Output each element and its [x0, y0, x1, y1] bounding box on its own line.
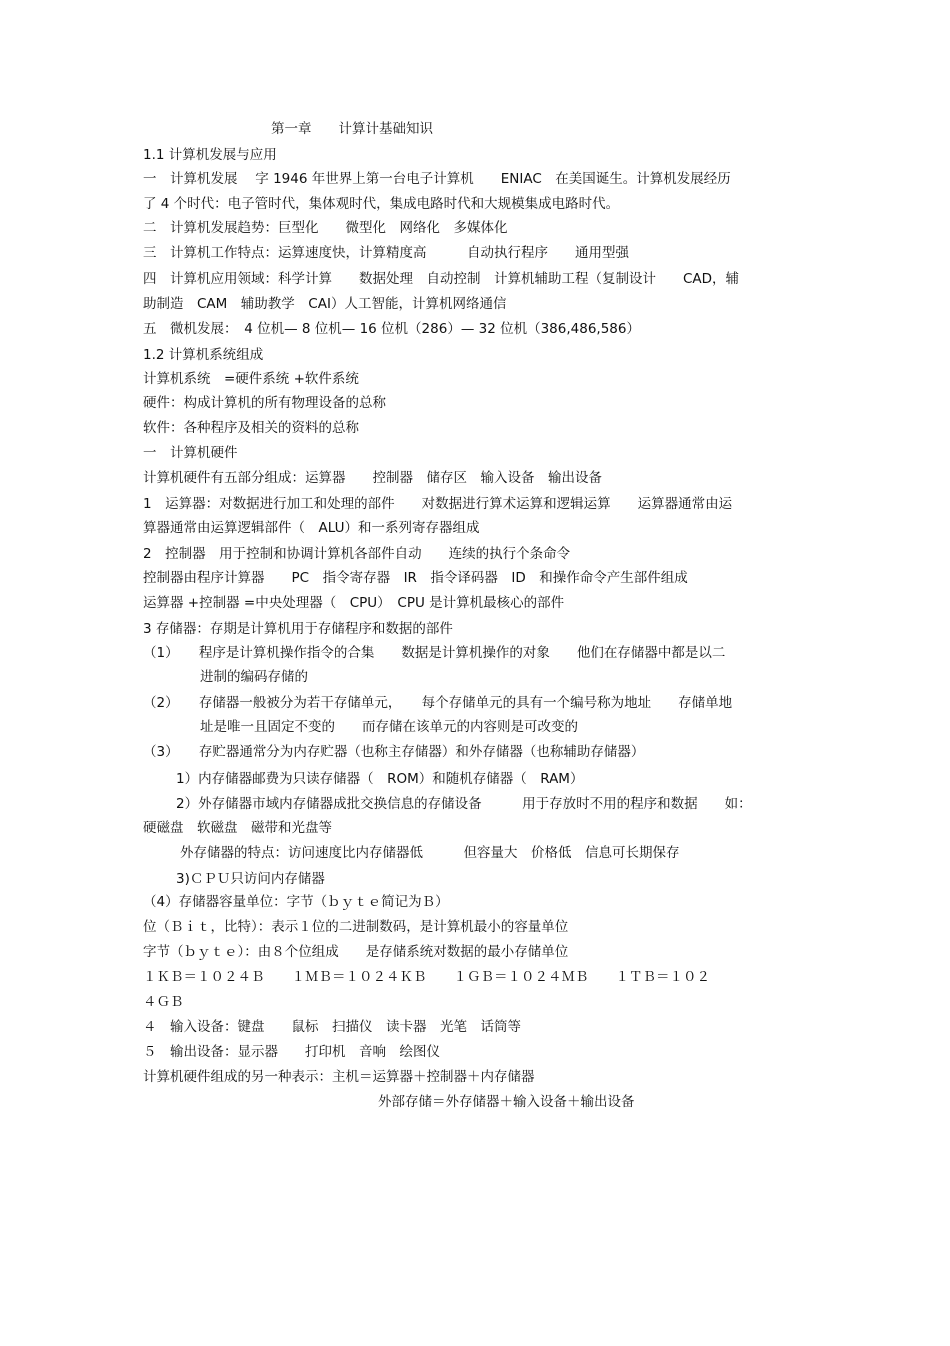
text-line: 1 运算器：对数据进行加工和处理的部件 对数据进行算术运算和逻辑运算 运算器通常由运	[143, 496, 733, 512]
text-line: （4）存储器容量单位：字节（ｂｙｔｅ简记为Ｂ）	[143, 894, 449, 910]
text-line: ４ＧＢ	[143, 994, 184, 1010]
text-line: 四 计算机应用领域：科学计算 数据处理 自动控制 计算机辅助工程（复制设计 CAD，辅	[143, 271, 740, 287]
chapter-title: 第一章 计算计基础知识	[271, 121, 433, 137]
list-item-2: （2） 存储器一般被分为若干存储单元， 每个存储单元的具有一个编号称为地址 存储单地	[143, 695, 733, 711]
text-line: 软件：各种程序及相关的资料的总称	[143, 420, 359, 436]
list-item-1: （1） 程序是计算机操作指令的合集 数据是计算机操作的对象 他们在存储器中都是以二	[143, 645, 726, 661]
text-line: ５ 输出设备：显示器 打印机 音响 绘图仪	[143, 1044, 440, 1060]
list-item-1-cont: 进制的编码存储的	[200, 669, 308, 685]
sub-item-2: 2）外存储器市域内存储器成批交换信息的存储设备 用于存放时不用的程序和数据 如：	[176, 796, 752, 812]
text-line: 控制器由程序计算器 PC 指令寄存器 IR 指令译码器 ID 和操作命令产生部件组成	[143, 570, 688, 586]
list-item-2-cont: 址是唯一且固定不变的 而存储在该单元的内容则是可改变的	[200, 719, 578, 735]
text-line: 硬磁盘 软磁盘 磁带和光盘等	[143, 820, 332, 836]
section-heading-1-2: 1.2 计算机系统组成	[143, 347, 264, 363]
list-item-3: （3） 存贮器通常分为内存贮器（也称主存储器）和外存储器（也称辅助存储器）	[143, 744, 645, 760]
text-line: 运算器 +控制器 =中央处理器（ CPU） CPU 是计算机最核心的部件	[143, 595, 565, 611]
text-line: 三 计算机工作特点：运算速度快，计算精度高 自动执行程序 通用型强	[143, 245, 629, 261]
text-line: 字节（ｂｙｔｅ）：由８个位组成 是存储系统对数据的最小存储单位	[143, 944, 569, 960]
text-line: 计算机硬件组成的另一种表示：主机＝运算器＋控制器＋内存储器	[143, 1069, 535, 1085]
text-line: ４ 输入设备：键盘 鼠标 扫描仪 读卡器 光笔 话筒等	[143, 1019, 521, 1035]
text-line: 2 控制器 用于控制和协调计算机各部件自动 连续的执行个条命令	[143, 546, 571, 562]
subsection-heading: 一 计算机硬件	[143, 445, 238, 461]
sub-item-3: 3)ＣＰＵ只访问内存储器	[176, 871, 325, 887]
text-line: 位（Ｂｉｔ，比特）：表示１位的二进制数码，是计算机最小的容量单位	[143, 919, 569, 935]
text-line: 助制造 CAM 辅助教学 CAI）人工智能，计算机网络通信	[143, 296, 507, 312]
text-line: 计算机系统 =硬件系统 +软件系统	[143, 371, 359, 387]
text-line: 五 微机发展： 4 位机— 8 位机— 16 位机（286）— 32 位机（386,486,586）	[143, 321, 640, 337]
text-line: 二 计算机发展趋势：巨型化 微型化 网络化 多媒体化	[143, 220, 508, 236]
text-line: 算器通常由运算逻辑部件（ ALU）和一系列寄存器组成	[143, 520, 480, 536]
text-line: 了 4 个时代：电子管时代，集体观时代，集成电路时代和大规模集成电路时代。	[143, 196, 620, 212]
text-line: 3 存储器：存期是计算机用于存储程序和数据的部件	[143, 621, 453, 637]
text-line: 一 计算机发展 字 1946 年世界上第一台电子计算机 ENIAC 在美国诞生。计算机发展经历	[143, 171, 731, 187]
text-line: 外存储器的特点：访问速度比内存储器低 但容量大 价格低 信息可长期保存	[180, 845, 680, 861]
text-line: 计算机硬件有五部分组成：运算器 控制器 储存区 输入设备 输出设备	[143, 470, 602, 486]
text-line: 硬件：构成计算机的所有物理设备的总称	[143, 395, 386, 411]
sub-item-1: 1）内存储器邮费为只读存储器（ ROM）和随机存储器（ RAM）	[176, 771, 584, 787]
text-line: 外部存储＝外存储器＋输入设备＋输出设备	[378, 1094, 635, 1110]
section-heading-1-1: 1.1 计算机发展与应用	[143, 147, 277, 163]
text-line: １ＫＢ＝１０２４Ｂ １ＭＢ＝１０２４ＫＢ １ＧＢ＝１０２４ＭＢ １ＴＢ＝１０２	[143, 969, 710, 985]
